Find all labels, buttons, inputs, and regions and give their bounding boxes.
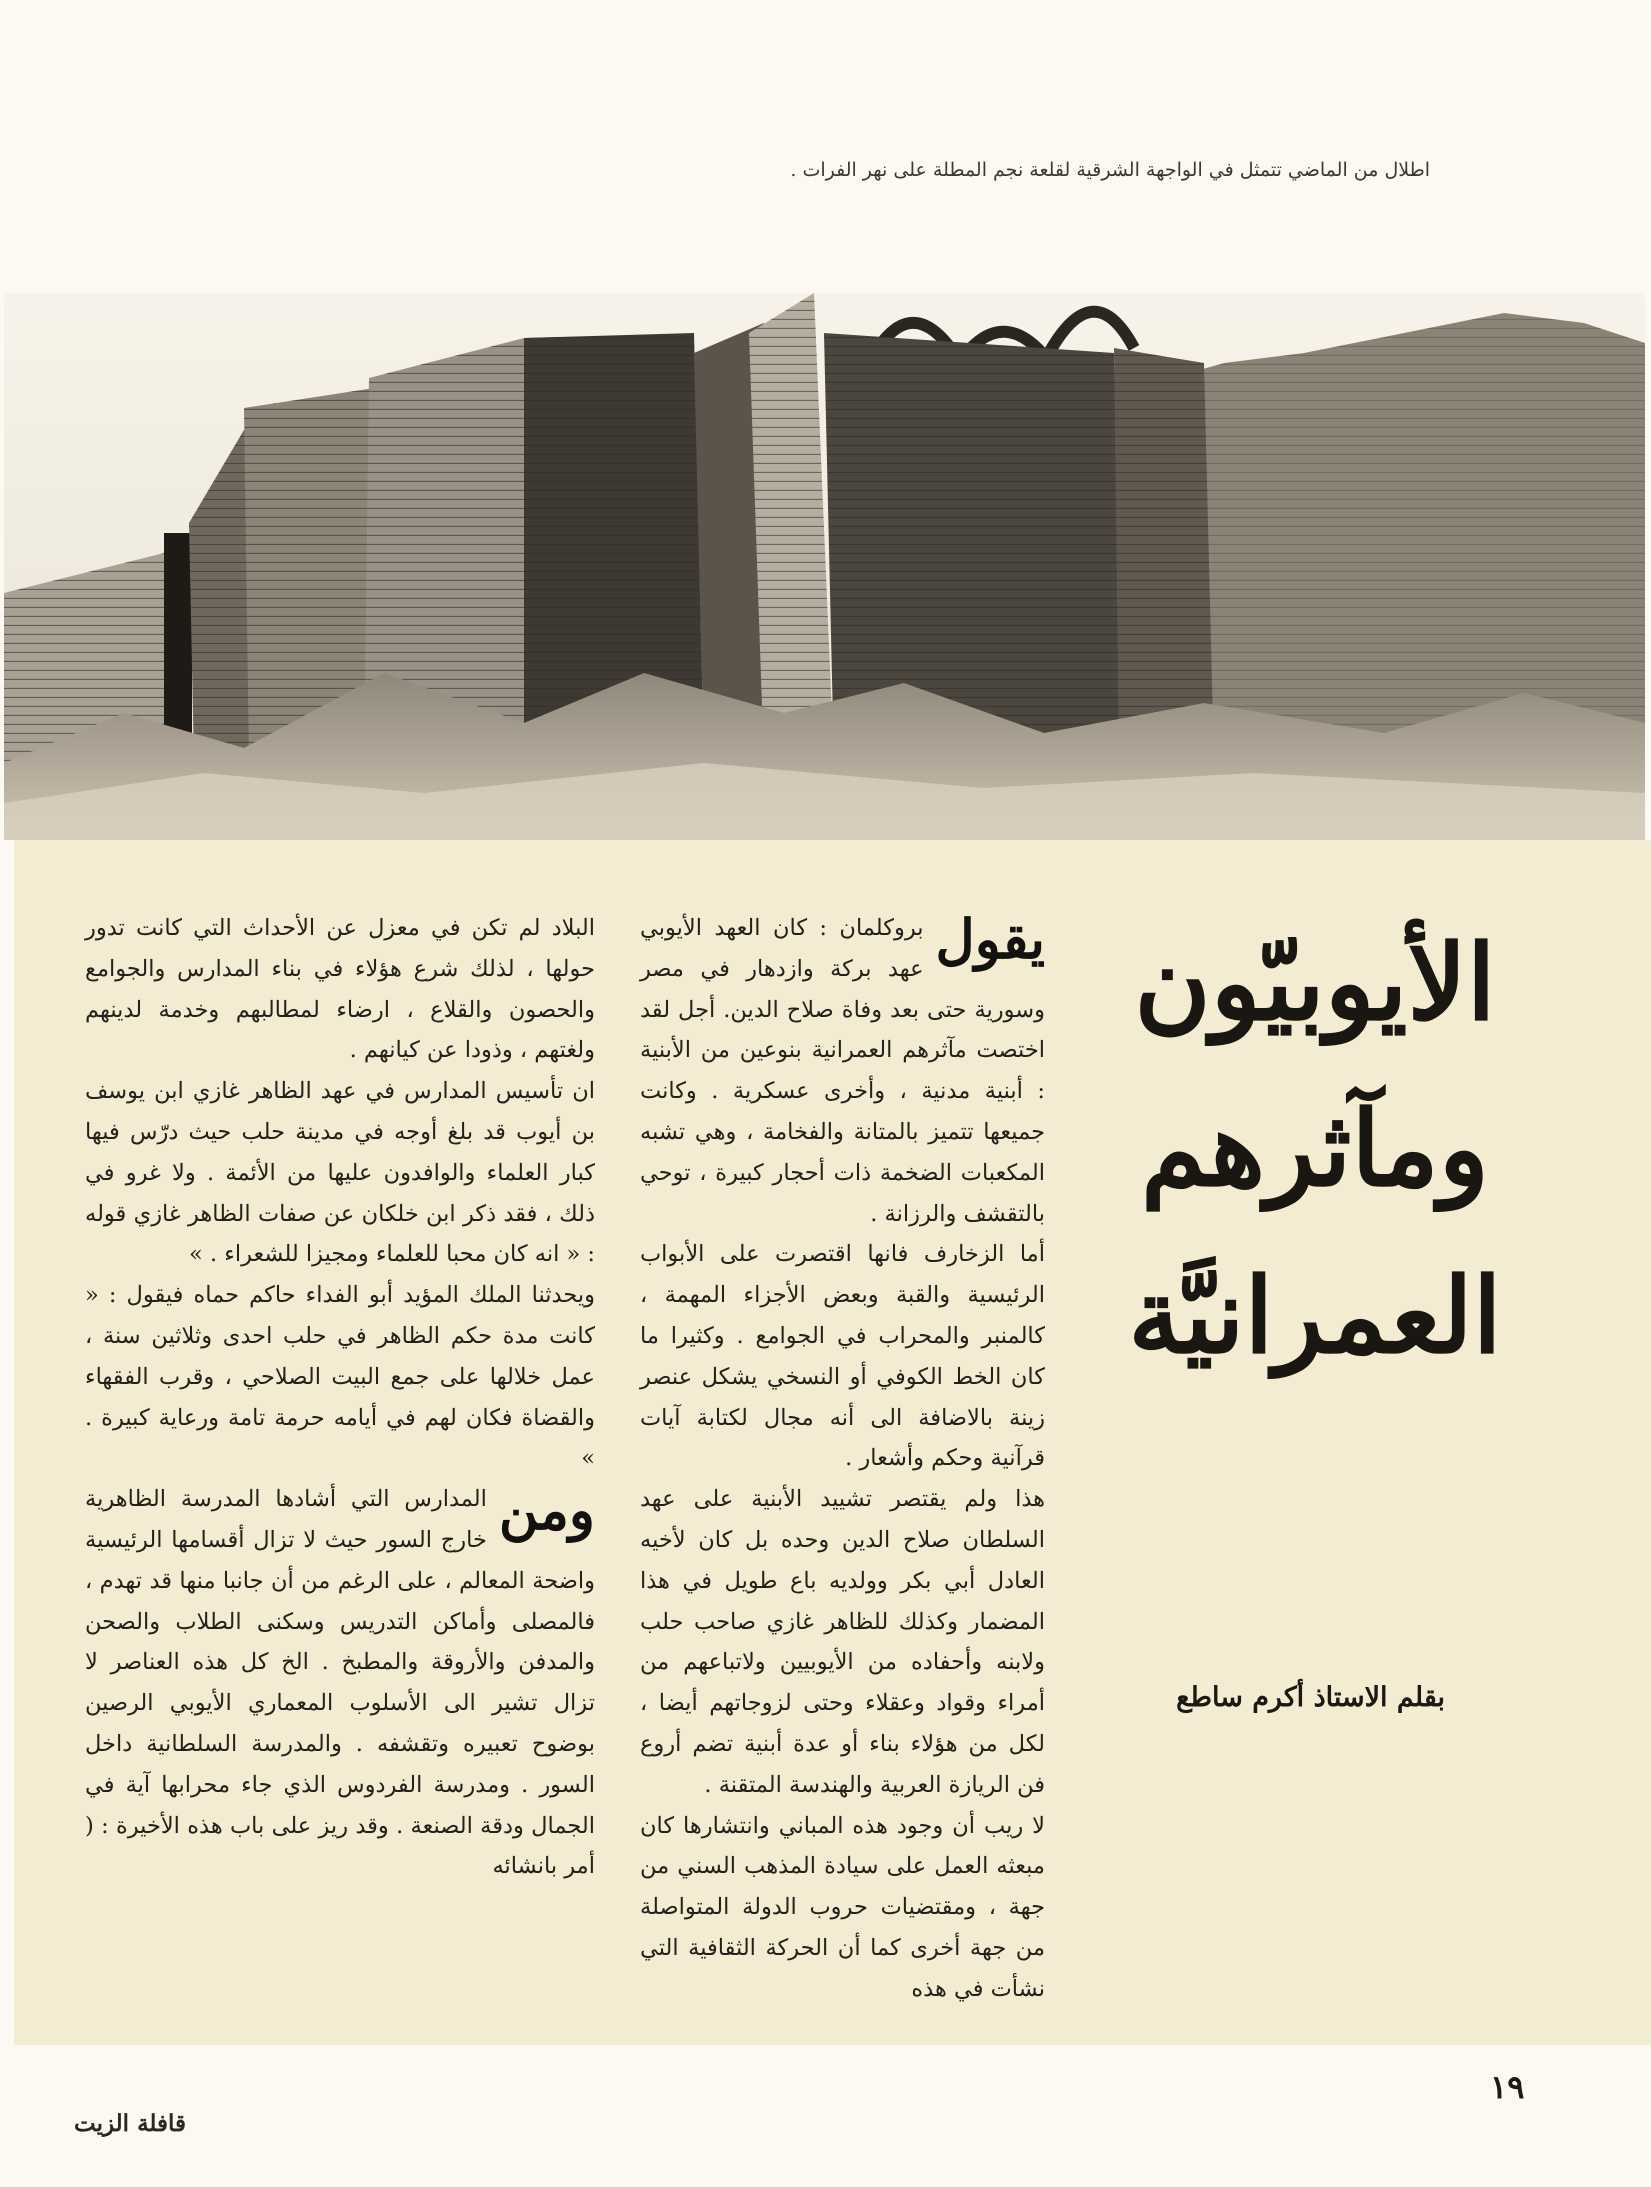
article-column-left [85,908,595,1887]
photo-caption: اطلال من الماضي تتمثل في الواجهة الشرقية لقلعة نجم المطلة على نهر الفرات . [790,159,1430,181]
paragraph: البلاد لم تكن في معزل عن الأحداث التي كانت تدور حولها ، لذلك شرع هؤلاء في بناء المدارس والجوامع والحصون والقلاع ، ارضاء لمطالبهم وخدمة لدينهم ولغتهم ، وذودا عن كيانهم . [85,915,595,1064]
paragraph [85,1479,595,1887]
article-title [1080,900,1550,1460]
article-column-right [640,908,1045,2010]
paragraph: أما الزخارف فانها اقتصرت على الأبواب الرئيسية والقبة وبعض الأجزاء المهمة ، كالمنبر والمحراب في الجوامع . وكثيرا ما كان الخط الكوفي أو النسخي يشكل عنصر زينة بالاضافة الى أنه مجال لكتابة آيات قرآنية وحكم وأشعار . [640,1241,1045,1472]
page-number: ١٩ [1490,2068,1525,2106]
author-byline: بقلم الاستاذ أكرم ساطع [1176,1682,1445,1713]
title-line-1: الأيوبيّون [1134,921,1496,1044]
title-line-3: العمرانيَّة [1128,1253,1502,1377]
magazine-name: قافلة الزيت [74,2110,187,2137]
paragraph: لا ريب أن وجود هذه المباني وانتشارها كان مبعثه العمل على سيادة المذهب السني من جهة ، ومقتضيات حروب الدولة المتواصلة من جهة أخرى كما أن الحركة الثقافية التي نشأت في هذه [640,1812,1045,2002]
paragraph [640,908,1045,1234]
paragraph-text: المدارس التي أشادها المدرسة الظاهرية خارج السور حيث لا تزال أقسامها الرئيسية واضحة المعالم ، على الرغم من أن جانبا منها قد تهدم ، فالمصلى وأماكن التدريس وسكنى الطلاب والصحن والمدفن والأروقة والمطبخ . الخ كل هذه العناصر لا تزال تشير الى الأسلوب المعماري الأيوبي الرصين بوضوح تعبيره وتقشفه . والمدرسة السلطانية داخل السور . ومدرسة الفردوس الذي جاء محرابها آية في الجمال ودقة الصنعة . وقد ريز على باب هذه الأخيرة : ( أمر بانشائه [85,1486,595,1880]
paragraph-text: بروكلمان : كان العهد الأيوبي عهد بركة وازدهار في مصر وسورية حتى بعد وفاة صلاح الدين. أجل لقد اختصت مآثرهم العمرانية بنوعين من الأبنية : أبنية مدنية ، وأخرى عسكرية . وكانت جميعها تتميز بالمتانة والفخامة ، وهي تشبه المكعبات الضخمة ذات أحجار كبيرة ، توحي بالتقشف والرزانة . [640,915,1045,1227]
title-line-2: ومآثرهم [1140,1087,1489,1211]
drop-cap-word: يقول [935,907,1045,971]
fortress-ruins-photo [4,293,1645,840]
paragraph: هذا ولم يقتصر تشييد الأبنية على عهد السلطان صلاح الدين وحده بل كان لأخيه العادل أبي بكر وولديه باع طويل في هذا المضمار وكذلك للظاهر غازي صاحب حلب ولابنه وأحفاده من الأيوبيين ولاتباعهم من أمراء وقواد وعقلاء وحتى لزوجاتهم أيضا ، لكل من هؤلاء بناء أو عدة أبنية تضم أروع فن الريازة العربية والهندسة المتقنة . [640,1486,1045,1798]
drop-cap-word: ومن [498,1478,595,1543]
paragraph: ويحدثنا الملك المؤيد أبو الفداء حاكم حماه فيقول : « كانت مدة حكم الظاهر في حلب احدى وثلاثين سنة ، عمل خلالها على جمع البيت الصلاحي ، وقرب الفقهاء والقضاة فكان لهم في أيامه حرمة تامة ورعاية كبيرة . » [85,1282,595,1472]
paragraph: ان تأسيس المدارس في عهد الظاهر غازي ابن يوسف بن أيوب قد بلغ أوجه في مدينة حلب حيث درّس فيها كبار العلماء والوافدون عليها من الأئمة . ولا غرو في ذلك ، فقد ذكر ابن خلكان عن صفات الظاهر غازي قوله : « انه كان محبا للعلماء ومجيزا للشعراء . » [85,1078,595,1268]
